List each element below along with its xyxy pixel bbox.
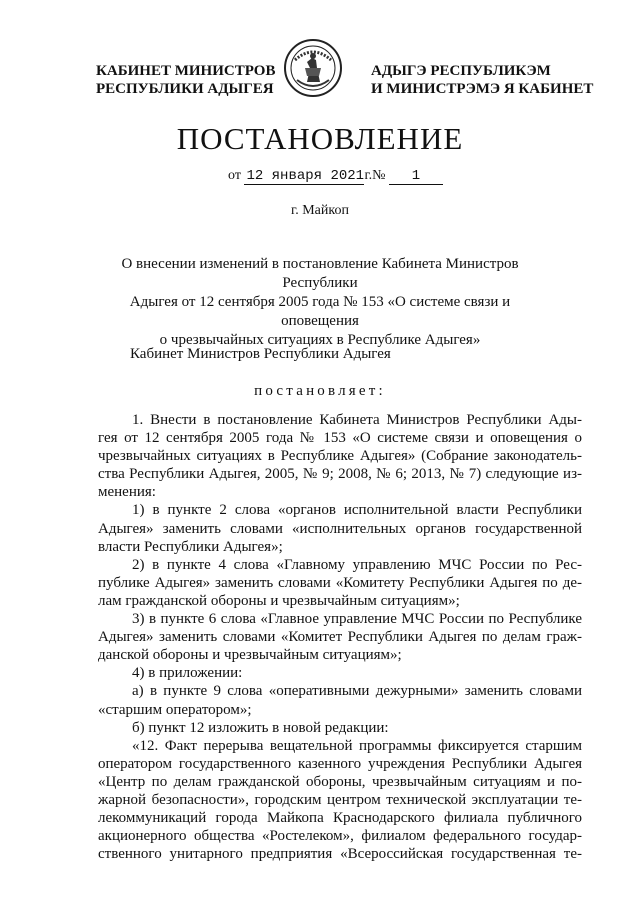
- body-line: менения:: [98, 484, 156, 501]
- body-line: лам гражданской обороны и чрезвычайным ситуациям»;: [98, 592, 460, 609]
- from-label: от: [228, 168, 241, 183]
- body-line: оператором государственного казенного учреждения Республики Адыгея: [98, 755, 582, 772]
- body-line: б) пункт 12 изложить в новой редакции:: [132, 719, 389, 736]
- document-number: 1: [389, 168, 443, 185]
- body-line: 2) в пункте 4 слова «Главному управлению МЧС России по Рес-: [132, 556, 582, 573]
- document-date: 12 января 2021: [246, 168, 365, 184]
- subject-line: Адыгея от 12 сентября 2005 года № 153 «О системе связи и оповещения: [129, 294, 511, 329]
- document-body: [98, 411, 582, 863]
- body-line: власти Республики Адыгея»;: [98, 538, 283, 555]
- decrees-line: постановляет:: [254, 383, 386, 399]
- document-title: ПОСТАНОВЛЕНИЕ: [176, 121, 464, 156]
- issuer-line: И МИНИСТРЭМЭ Я КАБИНЕТ: [371, 81, 594, 97]
- subject-line: О внесении изменений в постановление Кабинета Министров Республики: [121, 256, 519, 291]
- number-label: №: [372, 168, 386, 183]
- year-label: г.: [364, 168, 373, 183]
- issuer-line: АДЫГЭ РЕСПУБЛИКЭМ: [371, 63, 551, 79]
- body-line: «Центр по делам гражданской обороны, чрезвычайным ситуациям и по-: [98, 773, 582, 790]
- body-line: «12. Факт перерыва вещательной программы фиксируется старшим: [132, 737, 582, 754]
- body-line: «старшим оператором»;: [98, 701, 252, 718]
- body-line: чрезвычайных ситуациях в Республике Адыгея» (Собрание законодатель-: [98, 448, 582, 465]
- issuer-line: РЕСПУБЛИКИ АДЫГЕЯ: [96, 81, 274, 97]
- body-line: ства Республики Адыгея, 2005, № 9; 2008, № 6; 2013, № 7) следующие из-: [98, 466, 582, 483]
- issuer-name-adyghe: [371, 62, 593, 98]
- body-line: 3) в пункте 6 слова «Главное управление МЧС России по Республике: [132, 611, 582, 628]
- body-line: гея от 12 сентября 2005 года № 153 «О системе связи и оповещения о: [98, 430, 582, 447]
- cabinet-line: Кабинет Министров Республики Адыгея: [130, 346, 391, 362]
- body-line: данской обороны и чрезвычайным ситуациям»;: [98, 647, 402, 664]
- document-subject: [95, 255, 545, 350]
- body-line: 4) в приложении:: [132, 665, 243, 682]
- body-line: Адыгея» заменить словами «исполнительных органов государственной: [98, 520, 582, 537]
- issuer-line: КАБИНЕТ МИНИСТРОВ: [96, 63, 276, 79]
- subject-line: о чрезвычайных ситуациях в Республике Адыгея»: [159, 332, 481, 348]
- coat-of-arms-icon: [283, 38, 343, 98]
- body-line: жарной безопасности», городским центром технической эксплуатации те-: [98, 791, 582, 808]
- issuer-name-russian: [96, 62, 275, 98]
- body-line: а) в пункте 9 слова «оперативными дежурными» заменить словами: [132, 683, 582, 700]
- body-line: публике Адыгея» заменить словами «Комитету Республики Адыгея по де-: [98, 574, 582, 591]
- body-line: акционерного общества «Ростелеком», филиалом федерального государ-: [98, 828, 582, 845]
- body-line: лекоммуникаций города Майкопа Краснодарского филиала публичного: [98, 810, 582, 827]
- date-line: [228, 168, 443, 185]
- body-line: 1. Внести в постановление Кабинета Министров Республики Ады-: [132, 412, 582, 428]
- body-line: Адыгея» заменить словами «Комитет Республики Адыгея по делам граж-: [98, 629, 582, 646]
- city-line: г. Майкоп: [291, 203, 349, 218]
- body-line: ственного унитарного предприятия «Всероссийская государственная те-: [98, 846, 582, 863]
- body-line: 1) в пункте 2 слова «органов исполнительной власти Республики: [132, 502, 582, 519]
